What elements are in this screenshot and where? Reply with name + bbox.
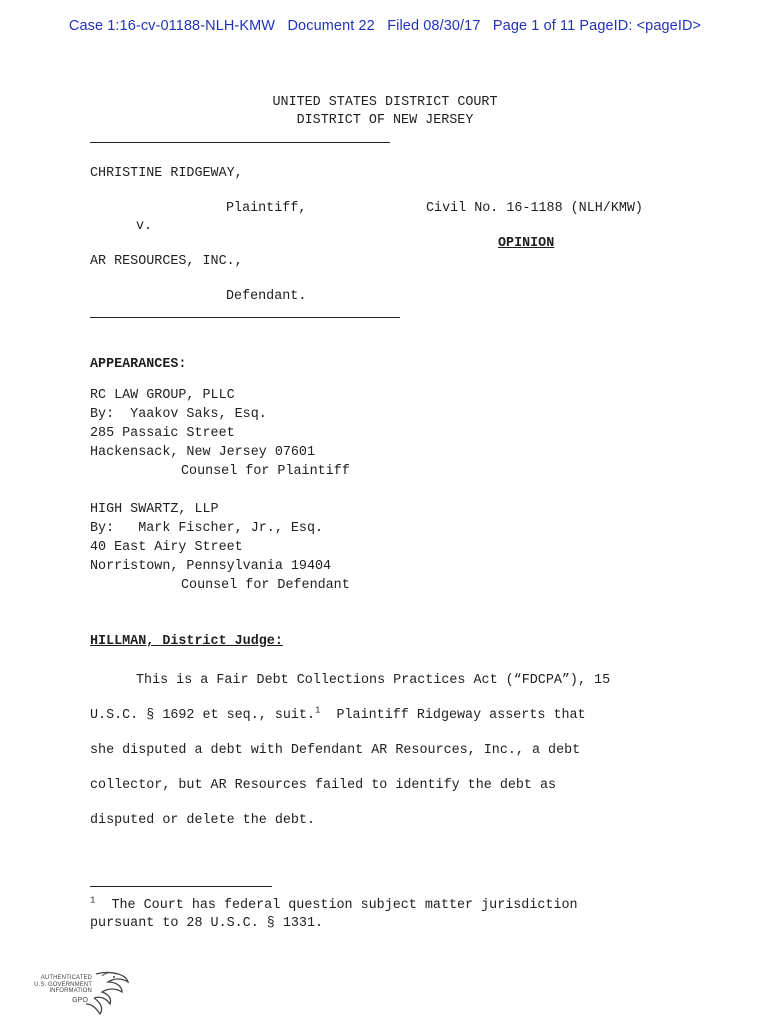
civil-number: Civil No. 16-1188 (NLH/KMW) [426, 201, 643, 216]
court-name: UNITED STATES DISTRICT COURT [272, 95, 498, 110]
court-district: DISTRICT OF NEW JERSEY [296, 113, 474, 128]
body-line-2 [90, 707, 586, 725]
case-header-stamp: Case 1:16-cv-01188-NLH-KMW Document 22 Filed 08/30/17 Page 1 of 11 PageID: <pageID> [68, 18, 702, 34]
gpo-eagle-icon [30, 968, 140, 1016]
gpo-seal-line-3: INFORMATION [49, 988, 92, 994]
footnote-gap [95, 898, 111, 913]
plaintiff-name: CHRISTINE RIDGEWAY, [90, 166, 243, 181]
body-line-4: collector, but AR Resources failed to identify the debt as [90, 778, 557, 793]
footnote-separator [90, 886, 272, 887]
footnote-reference: 1 [315, 705, 321, 716]
body-line-2-continued: Plaintiff Ridgeway asserts that [336, 708, 586, 723]
versus-label: v. [136, 219, 153, 234]
body-line-5: disputed or delete the debt. [90, 813, 315, 828]
body-line-2-gap [320, 708, 336, 723]
counsel-role: Counsel for Defendant [181, 578, 350, 593]
counsel-role: Counsel for Plaintiff [181, 464, 350, 479]
counsel-firm: HIGH SWARTZ, LLP [90, 502, 219, 517]
counsel-city: Hackensack, New Jersey 07601 [90, 445, 315, 460]
body-line-1: This is a Fair Debt Collections Practices Act (“FDCPA”), 15 [136, 673, 611, 688]
body-line-3: she disputed a debt with Defendant AR Resources, Inc., a debt [90, 743, 581, 758]
counsel-city: Norristown, Pennsylvania 19404 [90, 559, 332, 574]
appearances-heading: APPEARANCES: [90, 357, 187, 372]
caption-bottom-rule [90, 317, 400, 318]
body-line-2-text: U.S.C. § 1692 et seq., suit. [90, 708, 315, 723]
gpo-seal-line-2: U.S. GOVERNMENT [34, 981, 92, 988]
gpo-seal-mark: GPO [72, 996, 88, 1004]
footnote-line-1 [90, 897, 578, 915]
footnote-text-1: The Court has federal question subject matter jurisdiction [111, 898, 578, 913]
judge-heading: HILLMAN, District Judge: [90, 634, 283, 649]
counsel-street: 285 Passaic Street [90, 426, 235, 441]
counsel-street: 40 East Airy Street [90, 540, 243, 555]
caption-top-rule [90, 142, 390, 143]
defendant-name: AR RESOURCES, INC., [90, 254, 243, 269]
counsel-attorney: By: Mark Fischer, Jr., Esq. [90, 521, 324, 536]
defendant-role: Defendant. [226, 289, 307, 304]
footnote-marker: 1 [90, 895, 96, 906]
gpo-seal-line-1: AUTHENTICATED [40, 975, 92, 981]
opinion-label: OPINION [498, 236, 555, 251]
plaintiff-role: Plaintiff, [226, 201, 307, 216]
footnote-line-2: pursuant to 28 U.S.C. § 1331. [90, 916, 324, 931]
counsel-attorney: By: Yaakov Saks, Esq. [90, 407, 267, 422]
counsel-firm: RC LAW GROUP, PLLC [90, 388, 235, 403]
